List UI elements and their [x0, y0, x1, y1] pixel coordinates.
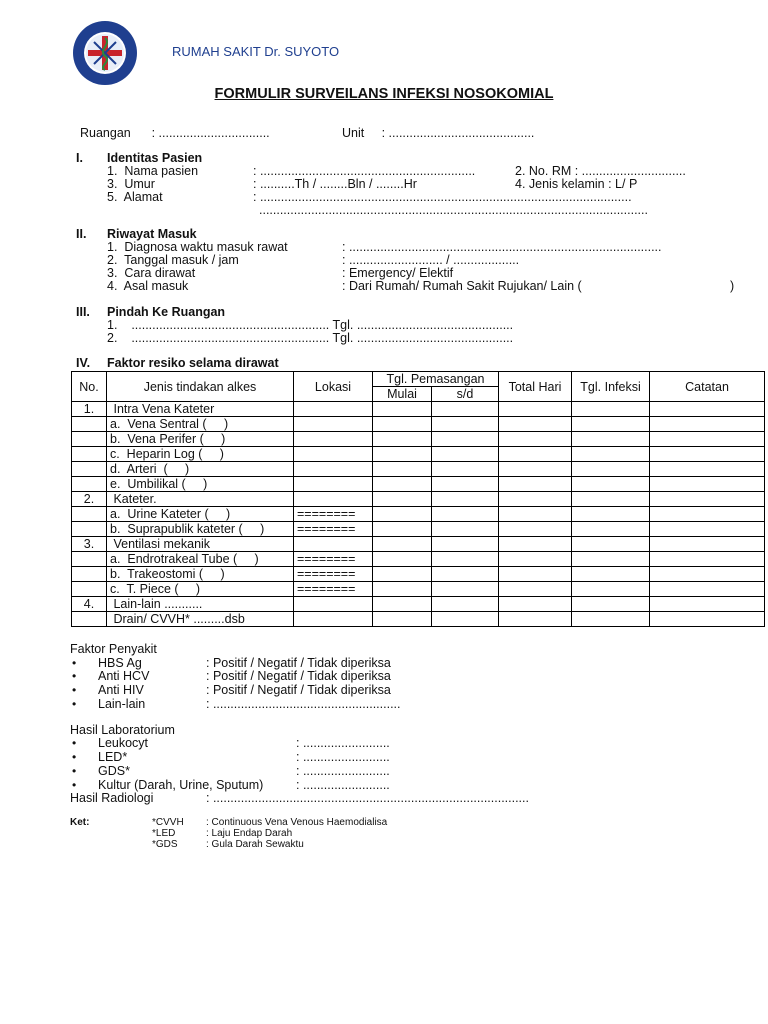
table-row [72, 612, 765, 627]
row-tgl-infeksi[interactable] [572, 522, 650, 537]
header-tgl-pemasangan: Tgl. Pemasangan [373, 372, 499, 387]
row-lokasi[interactable] [294, 477, 373, 492]
pindah-ruangan-1-field[interactable]: 1. ......................................................... Tgl. ............................................. [107, 318, 514, 332]
form-title: FORMULIR SURVEILANS INFEKSI NOSOKOMIAL [214, 86, 554, 102]
row-no [72, 462, 107, 477]
row-tgl-infeksi[interactable] [572, 567, 650, 582]
penyakit-value[interactable]: : Positif / Negatif / Tidak diperiksa [206, 683, 391, 697]
hospital-name: RUMAH SAKIT Dr. SUYOTO [172, 44, 340, 59]
asal-masuk-field[interactable]: : Dari Rumah/ Rumah Sakit Rujukan/ Lain ( [342, 279, 582, 293]
row-tgl-infeksi[interactable] [572, 477, 650, 492]
cara-dirawat-field[interactable]: : Emergency/ Elektif [342, 266, 454, 280]
row-mulai[interactable] [373, 402, 432, 417]
bullet-icon: • [72, 736, 77, 750]
row-total-hari[interactable] [499, 612, 572, 627]
row-mulai[interactable] [373, 612, 432, 627]
hasil-radiologi-label: Hasil Radiologi [70, 791, 154, 805]
row-sd[interactable] [432, 432, 499, 447]
row-sd[interactable] [432, 507, 499, 522]
tanggal-masuk-label: 2. Tanggal masuk / jam [107, 253, 239, 267]
row-lokasi[interactable] [294, 417, 373, 432]
section-4-number: IV. [76, 356, 91, 370]
row-tgl-infeksi[interactable] [572, 597, 650, 612]
header-mulai: Mulai [373, 387, 432, 402]
bullet-icon: • [72, 656, 77, 670]
row-mulai[interactable] [373, 597, 432, 612]
row-lokasi[interactable]: ======== [294, 582, 373, 597]
row-tgl-infeksi[interactable] [572, 432, 650, 447]
ket-desc: : Continuous Vena Venous Haemodialisa [206, 817, 388, 828]
table-row [72, 432, 765, 447]
bullet-icon: • [72, 697, 77, 711]
pindah-ruangan-2-field[interactable]: 2. ......................................................... Tgl. ............................................. [107, 331, 514, 345]
penyakit-value[interactable]: : ...................................................... [206, 697, 401, 711]
row-mulai[interactable] [373, 462, 432, 477]
row-catatan[interactable] [650, 432, 765, 447]
alamat-label: 5. Alamat [107, 190, 163, 204]
unit-field[interactable]: Unit : .......................................... [342, 126, 535, 140]
row-total-hari[interactable] [499, 477, 572, 492]
row-jenis: c. T. Piece ( ) [107, 582, 294, 597]
faktor-penyakit-title: Faktor Penyakit [70, 642, 157, 656]
row-lokasi[interactable] [294, 597, 373, 612]
row-mulai[interactable] [373, 447, 432, 462]
alamat-field[interactable]: : ........................................................................................................... [253, 190, 632, 204]
asal-masuk-close-paren: ) [730, 279, 735, 293]
row-sd[interactable] [432, 492, 499, 507]
row-no [72, 612, 107, 627]
row-jenis: a. Urine Kateter ( ) [107, 507, 294, 522]
nama-pasien-label: 1. Nama pasien [107, 164, 199, 178]
row-tgl-infeksi[interactable] [572, 612, 650, 627]
row-mulai[interactable] [373, 492, 432, 507]
row-jenis: Drain/ CVVH* .........dsb [107, 612, 294, 627]
diagnosa-field[interactable]: : .......................................................................................... [342, 240, 662, 254]
row-no [72, 417, 107, 432]
header-sd: s/d [432, 387, 499, 402]
hospital-logo [72, 20, 138, 86]
row-lokasi[interactable] [294, 612, 373, 627]
asal-masuk-label: 4. Asal masuk [107, 279, 189, 293]
row-sd[interactable] [432, 522, 499, 537]
row-catatan[interactable] [650, 612, 765, 627]
row-lokasi[interactable]: ======== [294, 567, 373, 582]
alamat-field-line2[interactable]: ................................................................................................................ [259, 203, 648, 217]
row-jenis: b. Trakeostomi ( ) [107, 567, 294, 582]
row-total-hari[interactable] [499, 492, 572, 507]
row-lokasi[interactable]: ======== [294, 552, 373, 567]
row-jenis: Kateter. [107, 492, 294, 507]
header-total-hari: Total Hari [499, 372, 572, 402]
table-row [72, 462, 765, 477]
row-sd[interactable] [432, 552, 499, 567]
row-catatan[interactable] [650, 477, 765, 492]
table-row [72, 447, 765, 462]
row-lokasi[interactable]: ======== [294, 507, 373, 522]
section-3-number: III. [76, 305, 90, 319]
row-jenis: a. Vena Sentral ( ) [107, 417, 294, 432]
row-sd[interactable] [432, 477, 499, 492]
row-tgl-infeksi[interactable] [572, 507, 650, 522]
row-mulai[interactable] [373, 417, 432, 432]
row-lokasi[interactable] [294, 402, 373, 417]
row-total-hari[interactable] [499, 597, 572, 612]
row-tgl-infeksi[interactable] [572, 417, 650, 432]
ket-abbr: *CVVH [152, 817, 184, 828]
row-no [72, 447, 107, 462]
row-mulai[interactable] [373, 552, 432, 567]
row-total-hari[interactable] [499, 582, 572, 597]
lab-value[interactable]: : ......................... [296, 778, 390, 792]
umur-label: 3. Umur [107, 177, 155, 191]
hasil-lab-title: Hasil Laboratorium [70, 723, 175, 737]
bullet-icon: • [72, 669, 77, 683]
row-total-hari[interactable] [499, 402, 572, 417]
row-lokasi[interactable] [294, 447, 373, 462]
row-jenis: Ventilasi mekanik [107, 537, 294, 552]
table-row [72, 582, 765, 597]
row-catatan[interactable] [650, 417, 765, 432]
row-catatan[interactable] [650, 507, 765, 522]
row-catatan[interactable] [650, 552, 765, 567]
row-mulai[interactable] [373, 582, 432, 597]
lab-value[interactable]: : ......................... [296, 750, 390, 764]
tanggal-masuk-field[interactable]: : ........................... / ................... [342, 253, 520, 267]
row-no: 4. [72, 597, 107, 612]
row-mulai[interactable] [373, 567, 432, 582]
row-jenis: Lain-lain ........... [107, 597, 294, 612]
penyakit-label: HBS Ag [98, 656, 142, 670]
row-no: 3. [72, 537, 107, 552]
row-jenis: Intra Vena Kateter [107, 402, 294, 417]
row-catatan[interactable] [650, 447, 765, 462]
section-1-title: Identitas Pasien [107, 151, 203, 165]
row-lokasi[interactable] [294, 462, 373, 477]
row-total-hari[interactable] [499, 447, 572, 462]
row-tgl-infeksi[interactable] [572, 447, 650, 462]
no-rm-field[interactable]: 2. No. RM : .............................. [515, 164, 686, 178]
table-row [72, 567, 765, 582]
row-lokasi[interactable]: ======== [294, 522, 373, 537]
table-row [72, 492, 765, 507]
section-4-title: Faktor resiko selama dirawat [107, 356, 279, 370]
row-sd[interactable] [432, 402, 499, 417]
row-total-hari[interactable] [499, 432, 572, 447]
row-sd[interactable] [432, 447, 499, 462]
row-total-hari[interactable] [499, 507, 572, 522]
lab-label: Kultur (Darah, Urine, Sputum) [98, 778, 264, 792]
row-tgl-infeksi[interactable] [572, 537, 650, 552]
lab-value[interactable]: : ......................... [296, 764, 390, 778]
row-catatan[interactable] [650, 537, 765, 552]
table-row [72, 597, 765, 612]
table-row [72, 402, 765, 417]
row-lokasi[interactable] [294, 432, 373, 447]
section-1-number: I. [76, 151, 83, 165]
row-total-hari[interactable] [499, 522, 572, 537]
row-tgl-infeksi[interactable] [572, 402, 650, 417]
row-jenis: b. Vena Perifer ( ) [107, 432, 294, 447]
row-total-hari[interactable] [499, 552, 572, 567]
row-no [72, 582, 107, 597]
penyakit-value[interactable]: : Positif / Negatif / Tidak diperiksa [206, 669, 391, 683]
bullet-icon: • [72, 764, 77, 778]
row-sd[interactable] [432, 417, 499, 432]
ket-desc: : Gula Darah Sewaktu [206, 839, 304, 850]
ket-label: Ket: [70, 817, 90, 828]
row-tgl-infeksi[interactable] [572, 582, 650, 597]
lab-label: Leukocyt [98, 736, 149, 750]
penyakit-label: Anti HIV [98, 683, 144, 697]
bullet-icon: • [72, 778, 77, 792]
table-row [72, 552, 765, 567]
row-mulai[interactable] [373, 537, 432, 552]
table-row [72, 522, 765, 537]
ket-abbr: *GDS [152, 839, 178, 850]
umur-field[interactable]: : ..........Th / ........Bln / ........Hr [253, 177, 417, 191]
row-catatan[interactable] [650, 492, 765, 507]
penyakit-value[interactable]: : Positif / Negatif / Tidak diperiksa [206, 656, 391, 670]
lab-label: GDS* [98, 764, 130, 778]
penyakit-label: Anti HCV [98, 669, 150, 683]
cara-dirawat-label: 3. Cara dirawat [107, 266, 196, 280]
section-3-title: Pindah Ke Ruangan [107, 305, 226, 319]
row-catatan[interactable] [650, 582, 765, 597]
row-mulai[interactable] [373, 432, 432, 447]
section-2-title: Riwayat Masuk [107, 227, 197, 241]
row-jenis: c. Heparin Log ( ) [107, 447, 294, 462]
table-row [72, 537, 765, 552]
row-no: 2. [72, 492, 107, 507]
nama-pasien-field[interactable]: : .............................................................. [253, 164, 476, 178]
ket-abbr: *LED [152, 828, 176, 839]
row-sd[interactable] [432, 597, 499, 612]
risk-table-body [72, 402, 765, 627]
row-jenis: b. Suprapublik kateter ( ) [107, 522, 294, 537]
row-mulai[interactable] [373, 522, 432, 537]
row-no [72, 507, 107, 522]
row-jenis: a. Endrotrakeal Tube ( ) [107, 552, 294, 567]
ruangan-field[interactable]: Ruangan : ................................ [80, 126, 270, 140]
row-catatan[interactable] [650, 567, 765, 582]
row-tgl-infeksi[interactable] [572, 492, 650, 507]
row-no [72, 477, 107, 492]
row-catatan[interactable] [650, 522, 765, 537]
row-total-hari[interactable] [499, 462, 572, 477]
header-lokasi: Lokasi [294, 372, 373, 402]
row-tgl-infeksi[interactable] [572, 462, 650, 477]
row-sd[interactable] [432, 582, 499, 597]
jenis-kelamin-field[interactable]: 4. Jenis kelamin : L/ P [515, 177, 638, 191]
row-catatan[interactable] [650, 402, 765, 417]
header-jenis: Jenis tindakan alkes [107, 372, 294, 402]
row-sd[interactable] [432, 537, 499, 552]
bullet-icon: • [72, 683, 77, 697]
row-sd[interactable] [432, 612, 499, 627]
table-row [72, 507, 765, 522]
row-no [72, 432, 107, 447]
header-catatan: Catatan [650, 372, 765, 402]
row-mulai[interactable] [373, 507, 432, 522]
row-jenis: e. Umbilikal ( ) [107, 477, 294, 492]
row-tgl-infeksi[interactable] [572, 552, 650, 567]
row-no [72, 522, 107, 537]
row-catatan[interactable] [650, 597, 765, 612]
ket-desc: : Laju Endap Darah [206, 828, 293, 839]
diagnosa-label: 1. Diagnosa waktu masuk rawat [107, 240, 288, 254]
row-total-hari[interactable] [499, 537, 572, 552]
lab-label: LED* [98, 750, 128, 764]
row-jenis: d. Arteri ( ) [107, 462, 294, 477]
lab-value[interactable]: : ......................... [296, 736, 390, 750]
row-lokasi[interactable] [294, 537, 373, 552]
row-mulai[interactable] [373, 477, 432, 492]
header-tgl-infeksi: Tgl. Infeksi [572, 372, 650, 402]
row-no [72, 567, 107, 582]
row-no [72, 552, 107, 567]
table-row [72, 417, 765, 432]
hasil-radiologi-field[interactable]: : ........................................................................................... [206, 791, 529, 805]
row-sd[interactable] [432, 567, 499, 582]
row-sd[interactable] [432, 462, 499, 477]
row-catatan[interactable] [650, 462, 765, 477]
row-total-hari[interactable] [499, 567, 572, 582]
row-no: 1. [72, 402, 107, 417]
risk-factor-table [71, 371, 765, 627]
header-no: No. [72, 372, 107, 402]
bullet-icon: • [72, 750, 77, 764]
section-2-number: II. [76, 227, 87, 241]
table-row [72, 477, 765, 492]
row-total-hari[interactable] [499, 417, 572, 432]
row-lokasi[interactable] [294, 492, 373, 507]
penyakit-label: Lain-lain [98, 697, 146, 711]
